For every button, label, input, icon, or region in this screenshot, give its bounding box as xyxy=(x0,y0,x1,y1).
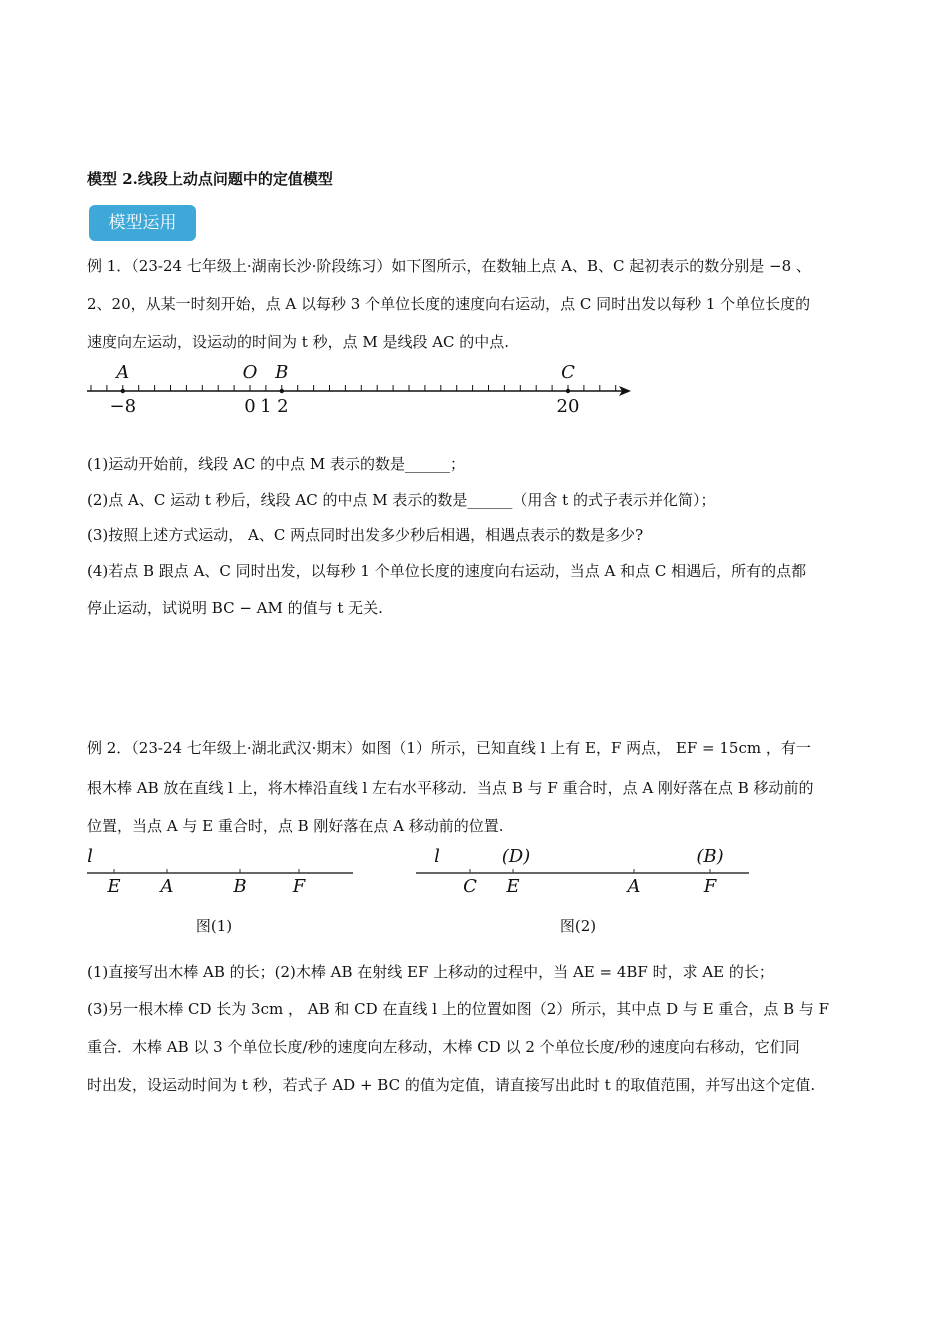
point-label-upper: (B) xyxy=(696,846,724,867)
section-title: 模型 2.线段上动点问题中的定值模型 xyxy=(87,170,333,188)
point-label: O xyxy=(242,362,258,383)
point-label: A xyxy=(160,876,174,897)
example1-line: 2、20，从某一时刻开始，点 A 以每秒 3 个单位长度的速度向右运动，点 C 同时出发以每秒 1 个单位长度的 xyxy=(87,295,811,313)
tick-label: 20 xyxy=(556,396,580,417)
example1-question: (1)运动开始前，线段 AC 的中点 M 表示的数是______； xyxy=(87,455,465,473)
line-label: l xyxy=(434,846,440,867)
tick-label: −8 xyxy=(109,396,137,417)
example1-question: 停止运动，试说明 BC − AM 的值与 t 无关. xyxy=(87,599,383,617)
tick-label: 1 xyxy=(260,396,272,417)
example2-line: 位置，当点 A 与 E 重合时，点 B 刚好落在点 A 移动前的位置. xyxy=(87,817,504,835)
example1-question: (3)按照上述方式运动， A、C 两点同时出发多少秒后相遇，相遇点表示的数是多少? xyxy=(87,526,644,544)
point-label: B xyxy=(275,362,289,383)
point-label: F xyxy=(292,876,306,897)
tick-label: 2 xyxy=(277,396,289,417)
figure-caption: 图(1) xyxy=(195,917,233,935)
example2-question: (3)另一根木棒 CD 长为 3cm ， AB 和 CD 在直线 l 上的位置如图（2）所示，其中点 D 与 E 重合，点 B 与 F xyxy=(87,1000,830,1018)
example2-line: 例 2．（23-24 七年级上·湖北武汉·期末）如图（1）所示，已知直线 l 上有 E，F 两点， EF = 15cm ，有一 xyxy=(87,739,811,757)
point-label-upper: (D) xyxy=(501,846,531,867)
point-label: E xyxy=(506,876,520,897)
point-label: C xyxy=(463,876,477,897)
point-label: B xyxy=(233,876,247,897)
example2-question: 时出发，设运动时间为 t 秒，若式子 AD + BC 的值为定值，请直接写出此时 t 的取值范围，并写出这个定值. xyxy=(87,1076,816,1094)
example1-line: 例 1．（23-24 七年级上·湖南长沙·阶段练习）如下图所示，在数轴上点 A、B、C 起初表示的数分别是 −8 、 xyxy=(87,257,811,275)
example1-question: (4)若点 B 跟点 A、C 同时出发，以每秒 1 个单位长度的速度向右运动，当点 A 和点 C 相遇后，所有的点都 xyxy=(87,562,807,580)
example2-question: (1)直接写出木棒 AB 的长；(2)木棒 AB 在射线 EF 上移动的过程中，当 AE = 4BF 时，求 AE 的长； xyxy=(87,963,774,981)
example2-line: 根木棒 AB 放在直线 l 上，将木棒沿直线 l 左右水平移动．当点 B 与 F 重合时，点 A 刚好落在点 B 移动前的 xyxy=(87,779,814,797)
model-application-badge: 模型运用 xyxy=(89,205,196,241)
line-label: l xyxy=(87,846,93,867)
point-label: A xyxy=(116,362,130,383)
point-label: A xyxy=(627,876,641,897)
tick-label: 0 xyxy=(244,396,256,417)
point-label: F xyxy=(703,876,717,897)
figure-caption: 图(2) xyxy=(559,917,597,935)
example1-question: (2)点 A、C 运动 t 秒后，线段 AC 的中点 M 表示的数是______（用含 t 的式子表示并化简）； xyxy=(87,491,716,509)
example2-question: 重合．木棒 AB 以 3 个单位长度/秒的速度向左移动，木棒 CD 以 2 个单位长度/秒的速度向右移动，它们同 xyxy=(87,1038,800,1056)
point-label: E xyxy=(107,876,121,897)
point-label: C xyxy=(561,362,575,383)
example1-line: 速度向左运动，设运动的时间为 t 秒，点 M 是线段 AC 的中点. xyxy=(87,333,510,351)
